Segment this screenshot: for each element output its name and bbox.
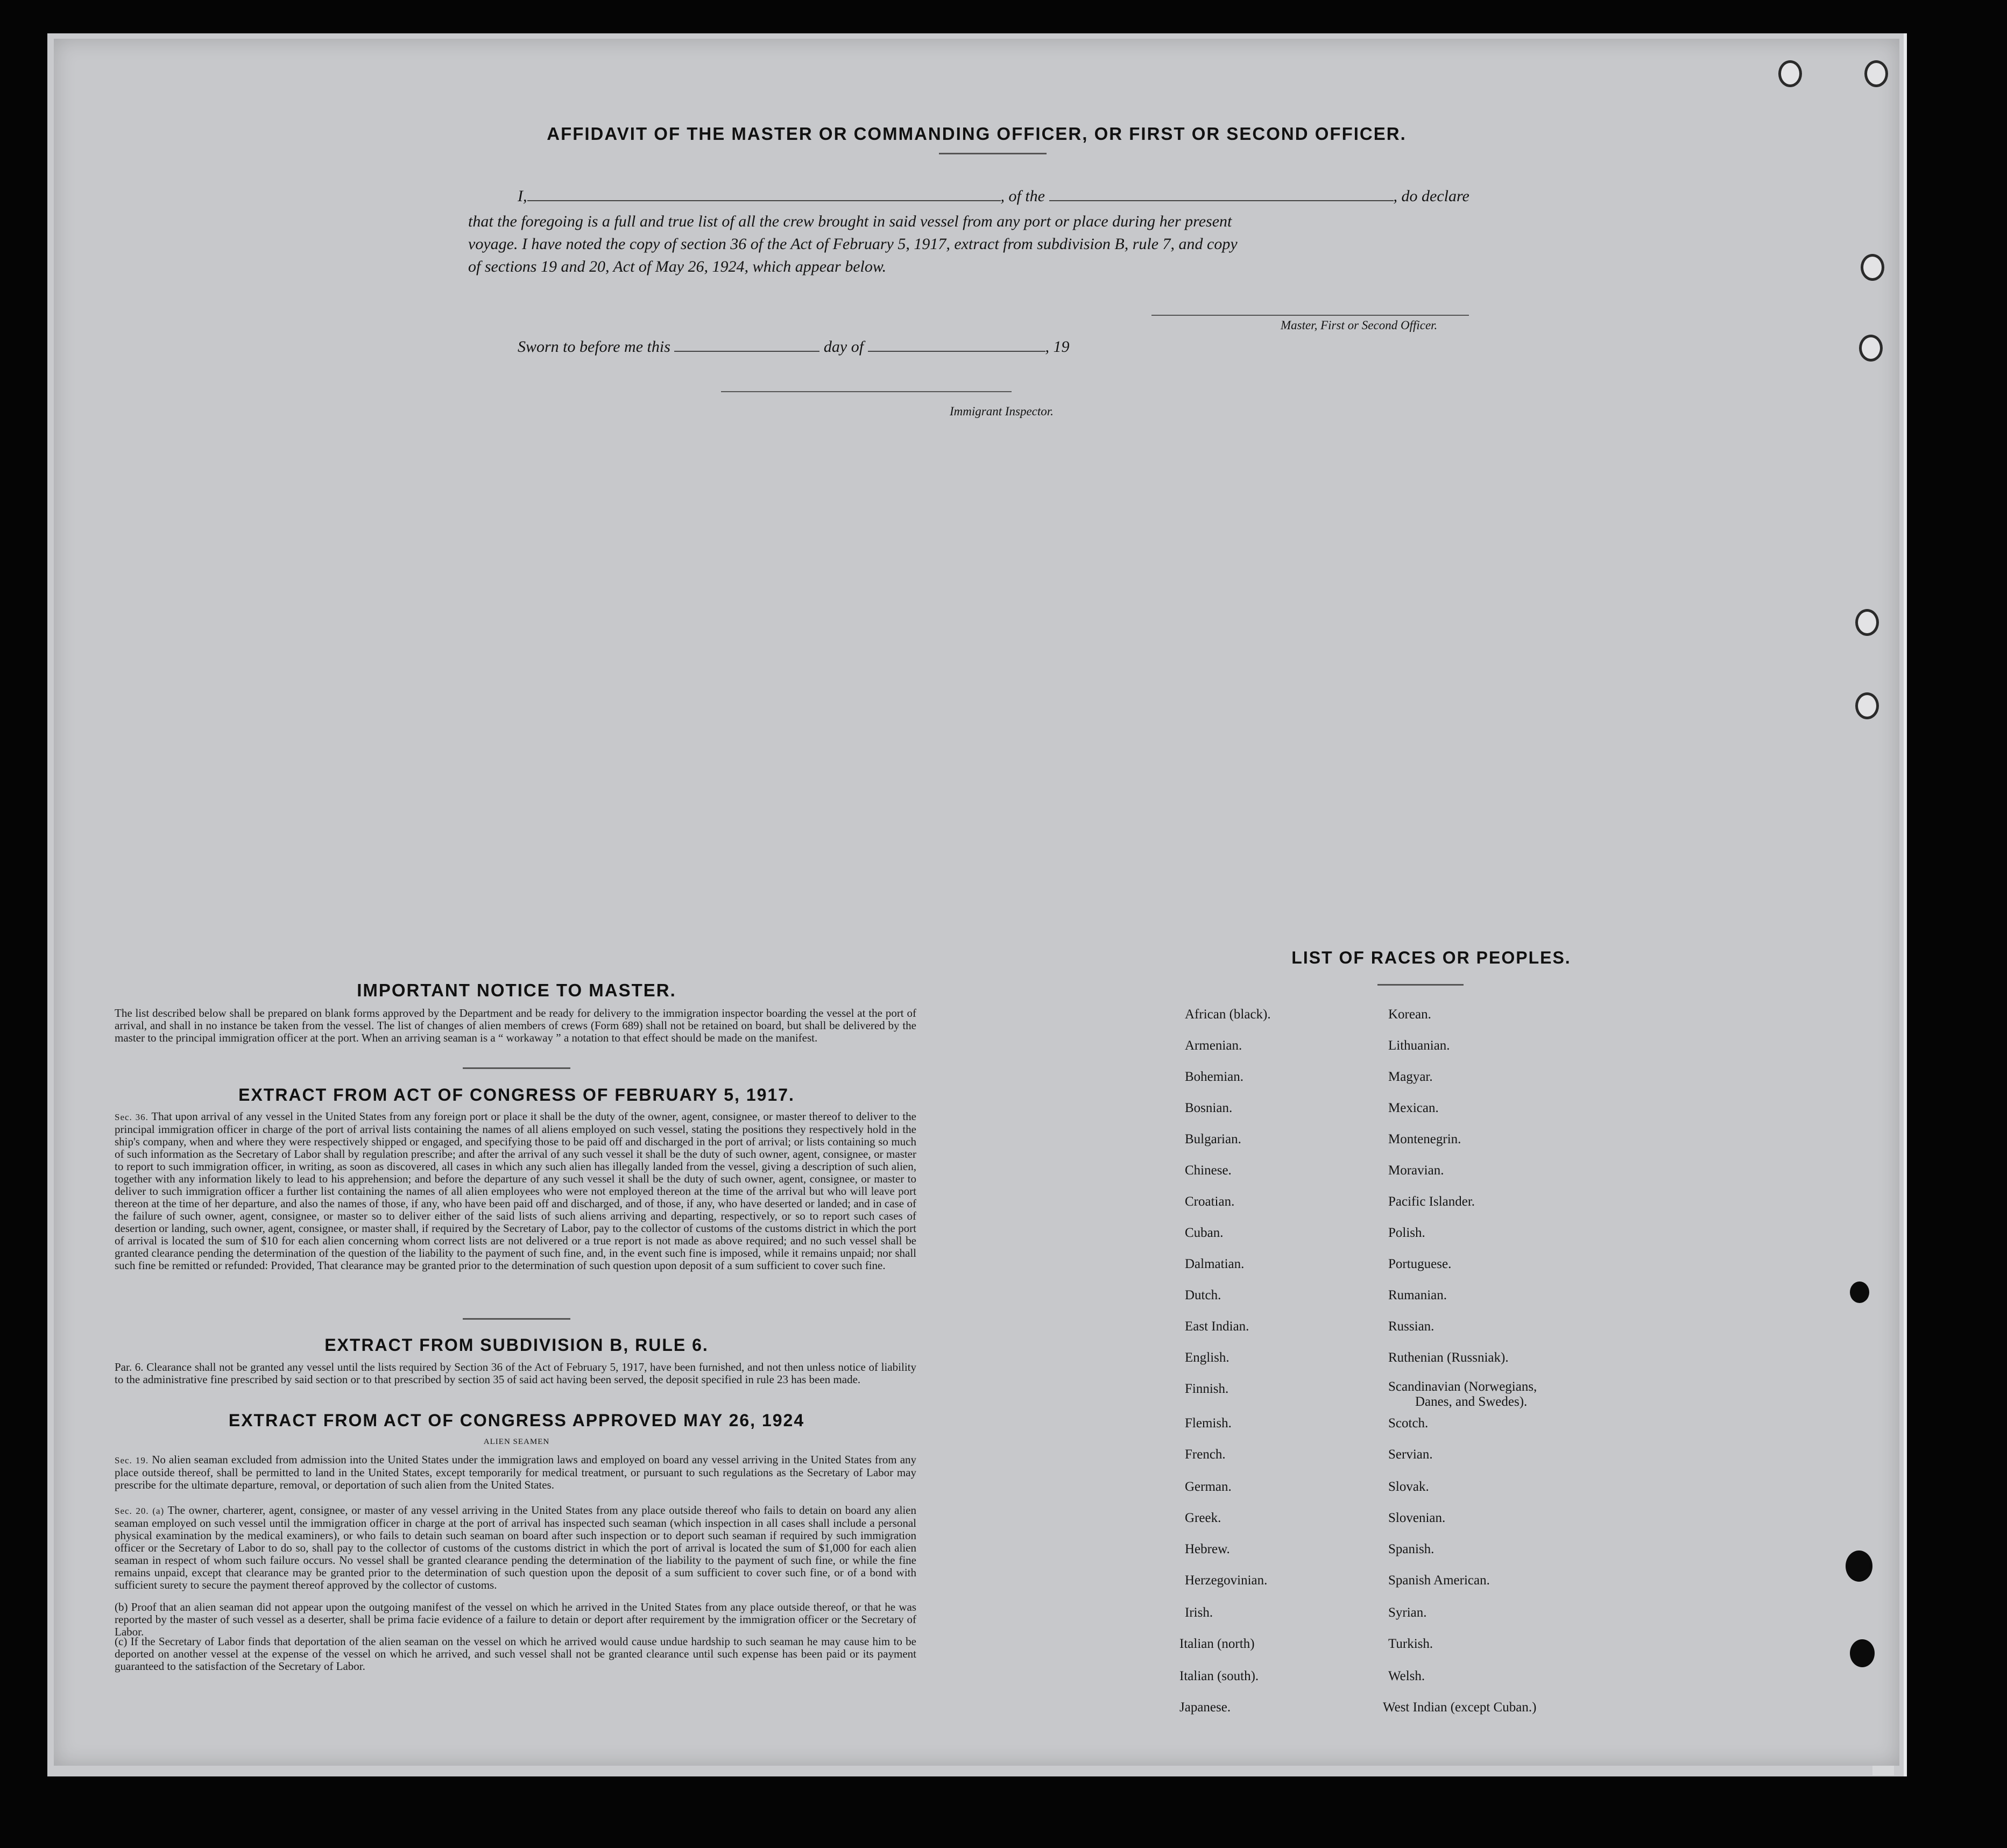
race-item: Korean. [1388,1007,1431,1022]
race-item: Chinese. [1185,1163,1232,1178]
race-item: Cuban. [1185,1226,1224,1240]
section-label: Sec. 19. [115,1455,149,1465]
race-item: Lithuanian. [1388,1038,1450,1053]
binder-hole-icon [1850,1639,1875,1667]
race-item: East Indian. [1185,1319,1249,1334]
race-item: German. [1185,1479,1232,1494]
race-item: Irish. [1185,1605,1213,1620]
binder-hole-icon [1859,335,1883,362]
race-item: Greek. [1185,1511,1221,1525]
binder-hole-icon [1861,254,1884,281]
divider [1377,984,1464,986]
section-label: Sec. 36. [115,1112,149,1122]
race-item: Scandinavian (Norwegians, [1388,1379,1537,1394]
sec19-text: No alien seaman excluded from admission into the United States under the immigration laws and employed on board any vessel arriving in the United States from any place outside thereof, shall be permitted to land in the United States, except temporarily for medical treatment, or pursuant to such regulations as the Secretary of Labor may prescribe for the ultimate departure, removal, or deportation of such alien from the United States. [115,1453,917,1491]
race-item: Japanese. [1179,1700,1231,1715]
binder-hole-icon [1855,692,1879,719]
race-item: Flemish. [1185,1416,1232,1431]
affidavit-line-2: that the foregoing is a full and true list of all the crew brought in said vessel from any port or place during her present [468,213,1232,230]
signature-label: Master, First or Second Officer. [1281,318,1438,332]
race-item: Bosnian. [1185,1101,1233,1115]
document-page [54,39,1899,1766]
binder-hole-icon [1855,609,1879,636]
extract-1917-text: That upon arrival of any vessel in the United States from any foreign port or place it shall be the duty of the owner, agent, consignee, or master thereof to deliver to the principal immigration officer in charge of the port of arrival lists containing the names of all aliens employed on such vessel, stating the positions they respectively hold in the ship's company, when and where they were respectively shipped or engaged, and specifying those to be paid off and discharged in the port of arrival; or lists containing so much of such information as the Secretary of Labor shall by regulation prescribe; and after the arrival of any such vessel it shall be the duty of such owner, agent, consignee, or master to report to such immigration officer, in writing, as soon as discovered, all cases in which any such alien has illegally landed from the vessel, giving a description of such alien, together with any information likely to lead to his apprehension; and before the departure of any such vessel it shall be the duty of such owner, agent, consignee, or master to deliver to such immigration officer a further list containing the names of all alien employees who were not employed thereon at the time of the arrival but who will leave port thereon at the time of her departure, and also the names of those, if any, who have been paid off and discharged, and of those, if any, who have deserted or landed; and in case of the failure of such owner, agent, consignee, or master so to deliver either of the said lists of such aliens arriving and departing, respectively, or so to report such cases of desertion or landing, such owner, agent, consignee, or master shall, if required by the Secretary of Labor, pay to the collector of customs of the customs district in which the port of arrival is located the sum of $10 for each alien concerning whom correct lists are not delivered or a true report is not made as above required; and no such vessel shall be granted clearance pending the determination of the question of the liability to the payment of such fine, and, in the event such fine is imposed, while it remains unpaid; nor shall such fine be remitted or refunded: Provided, That clearance may be granted prior to the determination of such question upon deposit of a sum sufficient to cover such fine. [115,1110,917,1272]
race-item: Herzegovinian. [1185,1573,1268,1588]
sworn-line [518,336,1070,356]
extract-1924-heading: EXTRACT FROM ACT OF CONGRESS APPROVED MAY 26, 1924 [228,1411,805,1430]
race-item: Dalmatian. [1185,1257,1245,1271]
extract-1924-sec20a [115,1504,916,1591]
extract-1917-heading: EXTRACT FROM ACT OF CONGRESS OF FEBRUARY 5, 1917. [238,1085,795,1104]
sec20a-text: The owner, charterer, agent, consignee, or master of any vessel arriving in the United States from any place outside thereof who fails to detain on board any alien seaman employed on such vessel until the immigration officer in charge at the port of arrival has inspected such seaman (which inspection in all cases shall include a personal physical examination by the medical examiners), or who fails to detain such seaman on board after such inspection or to deport such seaman if required by such immigration officer or the Secretary of Labor to do so, shall pay to the collector of customs of the customs district in which the port of arrival is located the sum of $1,000 for each alien seaman in respect of whom such failure occurs. No vessel shall be granted clearance pending the determination of the liability to the payment of such fine, or while the fine remains unpaid, except that clearance may be granted prior to the determination of such question upon the deposit of a sum sufficient to cover such fine, or of a bond with sufficient surety to secure the payment thereof approved by the collector of customs. [115,1504,916,1591]
race-item: Italian (south). [1179,1669,1259,1683]
extract-1924-sec20b: (b) Proof that an alien seaman did not appear upon the outgoing manifest of the vessel on which he arrived in the United States from any place outside thereof, or that he was reported by the master of such vessel as a deserter, shall be prima facie evidence of a failure to detain or deport after requirement by the immigration officer or the Secretary of Labor. [115,1601,916,1638]
extract-rule6-body: Par. 6. Clearance shall not be granted any vessel until the lists required by Section 36 of the Act of February 5, 1917, have been furnished, and not then unless notice of liability to the administrative fine prescribed by said section or to that prescribed by section 35 of said act having been served, the deposit specified in rule 23 has been made. [115,1361,916,1386]
binder-hole-icon [1850,1281,1869,1303]
affidavit-line-4: of sections 19 and 20, Act of May 26, 1924, which appear below. [468,258,887,275]
race-item: Moravian. [1388,1163,1444,1178]
affidavit-line-1 [518,185,1469,206]
race-item: Montenegrin. [1388,1132,1461,1146]
race-item: Slovak. [1388,1479,1429,1494]
name-blank-line [527,185,1001,201]
extract-1917-body [115,1110,916,1272]
extract-1924-subheading: ALIEN SEAMEN [483,1438,550,1446]
affidavit-i: I, [518,187,527,205]
extract-1924-sec19 [115,1454,916,1491]
races-heading: LIST OF RACES OR PEOPLES. [1291,948,1571,967]
affidavit-do-declare: , do declare [1393,187,1469,205]
affidavit-heading: AFFIDAVIT OF THE MASTER OR COMMANDING OFFICER, OR FIRST OR SECOND OFFICER. [547,124,1407,144]
sworn-year: , 19 [1045,338,1070,356]
sworn-day-of: day of [823,338,864,356]
race-item: Servian. [1388,1447,1433,1462]
race-item: Scotch. [1388,1416,1429,1431]
notice-body: The list described below shall be prepared on blank forms approved by the Department and be ready for delivery to the immigration inspector boarding the vessel at the port of arrival, and shall in no instance be taken from the vessel. The list of changes of alien members of crews (Form 689) shall not be retained on board, but shall be delivered by the master to the principal immigration officer at the port. When an arriving seaman is a “ workaway ” a notation to that effect should be made on the manifest. [115,1007,916,1044]
divider [463,1318,570,1320]
race-item: Ruthenian (Russniak). [1388,1350,1509,1365]
race-item: Welsh. [1388,1669,1425,1683]
race-item: Slovenian. [1388,1511,1446,1525]
race-item: French. [1185,1447,1226,1462]
vessel-blank-line [1049,185,1394,201]
extract-1924-sec20c: (c) If the Secretary of Labor finds that deportation of the alien seaman on the vessel on which he arrived would cause undue hardship to such seaman he may cause him to be deported on another vessel at the expense of the vessel on which he arrived, and such vessel shall not be granted clearance until such expense has been paid or its payment guaranteed to the satisfaction of the Secretary of Labor. [115,1635,916,1673]
race-item: Syrian. [1388,1605,1427,1620]
divider [939,153,1047,154]
sworn-prefix: Sworn to before me this [518,338,670,356]
notice-heading: IMPORTANT NOTICE TO MASTER. [357,980,676,1000]
race-item: Rumanian. [1388,1288,1447,1302]
affidavit-line-3: voyage. I have noted the copy of section 36 of the Act of February 5, 1917, extract from subdivision B, rule 7, and copy [468,235,1238,253]
race-item: Bohemian. [1185,1070,1244,1084]
section-label: Sec. 20. (a) [115,1506,165,1516]
race-item: Croatian. [1185,1194,1235,1209]
race-item: West Indian (except Cuban.) [1383,1700,1537,1715]
race-item: Dutch. [1185,1288,1221,1302]
race-item: African (black). [1185,1007,1271,1022]
race-item: Spanish American. [1388,1573,1490,1588]
race-item: Hebrew. [1185,1542,1230,1556]
race-item: English. [1185,1350,1229,1365]
extract-rule6-heading: EXTRACT FROM SUBDIVISION B, RULE 6. [324,1335,709,1355]
race-item: Armenian. [1185,1038,1242,1053]
affidavit-of-the: , of the [1000,187,1045,205]
binder-hole-icon [1778,60,1802,87]
race-item: Pacific Islander. [1388,1194,1475,1209]
race-item: Finnish. [1185,1382,1229,1396]
race-item: Portuguese. [1388,1257,1452,1271]
race-item: Spanish. [1388,1542,1434,1556]
race-item: Italian (north) [1179,1637,1255,1651]
sworn-day-blank [674,336,819,352]
signature-line [1151,315,1469,316]
race-item: Mexican. [1388,1101,1439,1115]
race-item: Magyar. [1388,1070,1433,1084]
inspector-label: Immigrant Inspector. [950,405,1054,418]
race-item: Bulgarian. [1185,1132,1241,1146]
divider [463,1067,570,1069]
race-item: Russian. [1388,1319,1434,1334]
race-item: Turkish. [1388,1637,1433,1651]
race-item: Danes, and Swedes). [1415,1394,1528,1409]
binder-hole-icon [1864,60,1888,87]
inspector-signature-line [721,391,1012,392]
sworn-month-blank [868,336,1045,352]
binder-hole-icon [1846,1550,1872,1582]
race-item: Polish. [1388,1226,1425,1240]
